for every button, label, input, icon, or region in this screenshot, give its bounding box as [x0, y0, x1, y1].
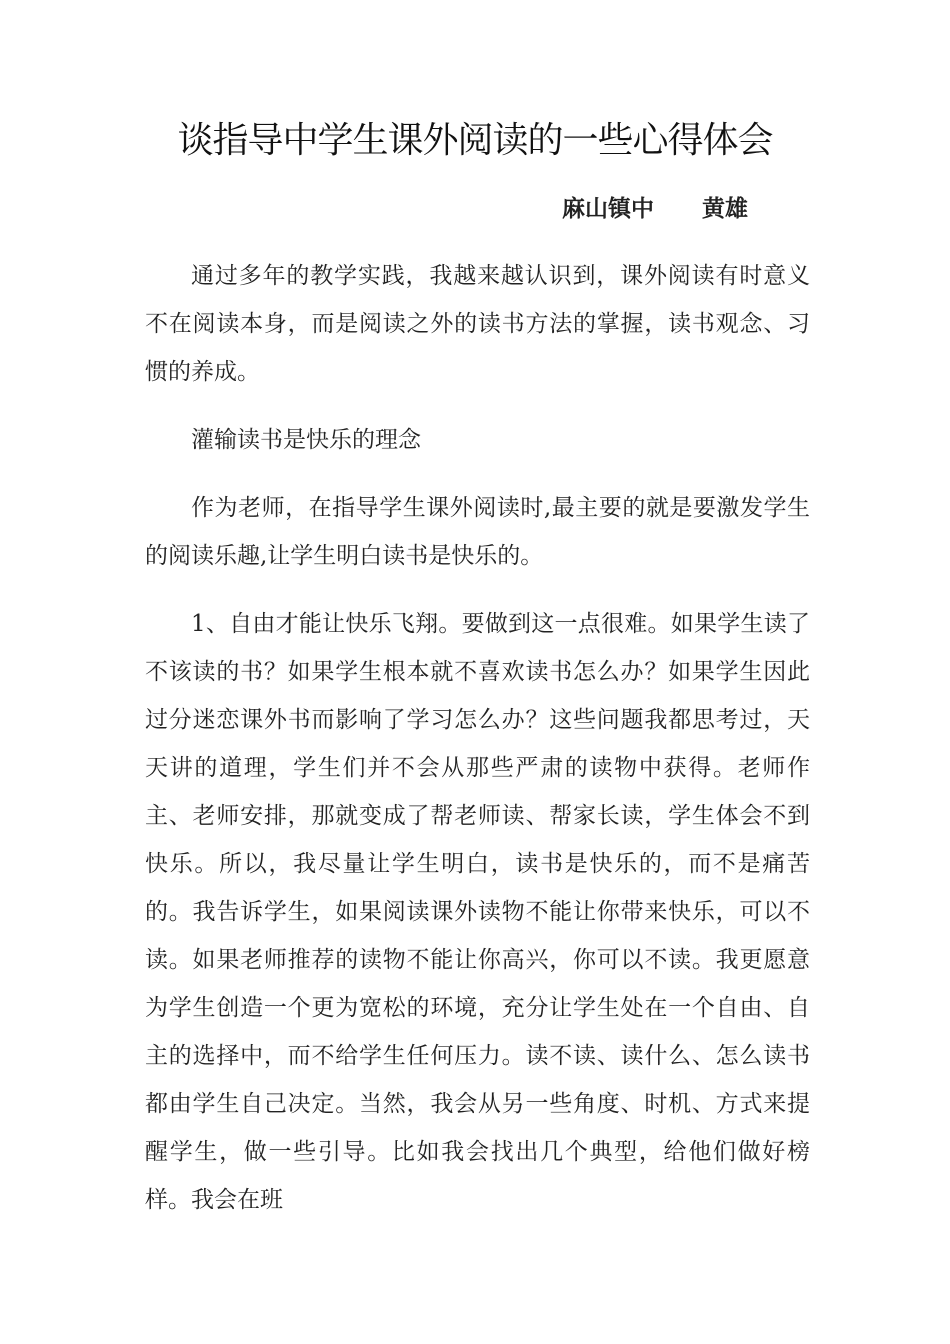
- document-title: 谈指导中学生课外阅读的一些心得体会: [177, 120, 773, 161]
- paragraph-point-1: 1、自由才能让快乐飞翔。要做到这一点很难。如果学生读了不该读的书？如果学生根本就不喜欢读书怎么办？如果学生因此过分迷恋课外书而影响了学习怎么办？这些问题我都思考过，天天讲的道理，学生们并不会从那些严肃的读物中获得。老师作主、老师安排，那就变成了帮老师读、帮家长读，学生体会不到快乐。所以，我尽量让学生明白，读书是快乐的，而不是痛苦的。我告诉学生，如果阅读课外读物不能让你带来快乐，可以不读。如果老师推荐的读物不能让你高兴，你可以不读。我更愿意为学生创造一个更为宽松的环境，充分让学生处在一个自由、自主的选择中，而不给学生任何压力。读不读、读什么、怎么读书都由学生自己决定。当然，我会从另一些角度、时机、方式来提醒学生，做一些引导。比如我会找出几个典型，给他们做好榜样。我会在班: [145, 611, 810, 1213]
- section-heading: 灌输读书是快乐的理念: [191, 427, 421, 453]
- byline-school: 麻山镇中: [562, 195, 654, 222]
- byline-author: 黄雄: [702, 195, 748, 222]
- document-body: [145, 252, 810, 1244]
- byline: [562, 192, 748, 226]
- paragraph-intro: 通过多年的教学实践，我越来越认识到，课外阅读有时意义不在阅读本身，而是阅读之外的读书方法的掌握，读书观念、习惯的养成。: [145, 263, 810, 385]
- paragraph-section-intro: 作为老师，在指导学生课外阅读时,最主要的就是要激发学生的阅读乐趣,让学生明白读书是快乐的。: [145, 495, 810, 569]
